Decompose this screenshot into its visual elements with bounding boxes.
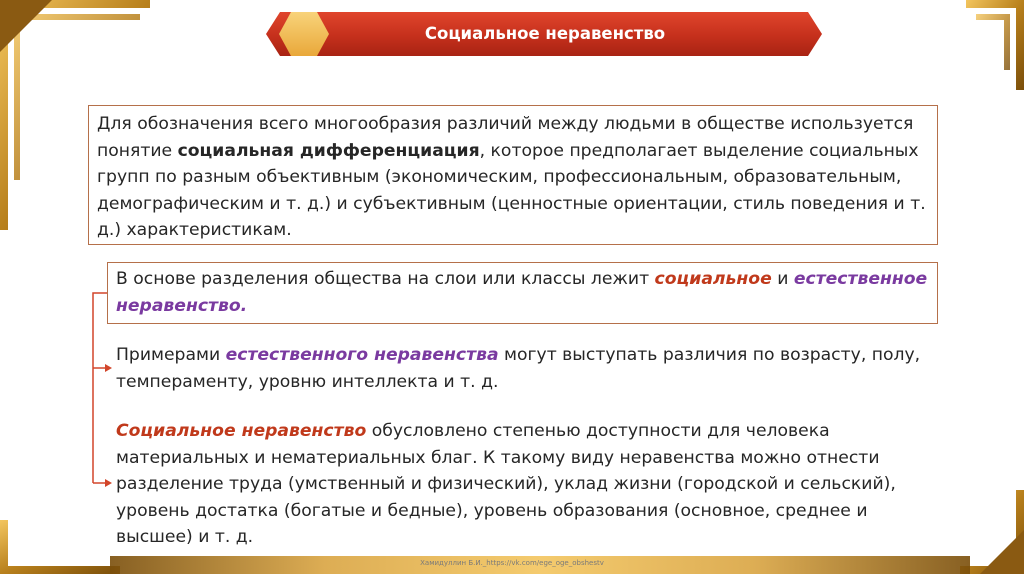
- social-text-part1: обусловлено степенью доступности для человека материальных и нематериальных благ. К такому виду неравенства можно отнести разделение труда (умственный и физический), уклад жизни (городской и сельский), уровень достатка (богатые и бедные), уровень образования (основное, среднее и высшее) и т. д.: [116, 421, 896, 547]
- corner-decoration-top-right: [966, 0, 1024, 90]
- footer-credit: Хамидуллин Б.И._https://vk.com/ege_oge_obshestv: [420, 559, 604, 567]
- natural-text-part2: могут выступать различия по возрасту, полу, темпераменту, уровню интеллекта и т. д.: [116, 345, 921, 392]
- basis-text: [116, 266, 931, 319]
- definition-text-part1: Для обозначения всего многообразия различий между людьми в обществе используется понятие: [97, 114, 914, 161]
- definition-text-part2: , которое предполагает выделение социальных групп по разным объективным (экономическим, профессиональным, образовательным, демографическим и т. д.) и субъективным (ценностные ориентации, стиль поведения и т. д.) характеристикам.: [97, 140, 926, 240]
- term-social: социальное: [654, 269, 772, 289]
- social-inequality-text: [116, 418, 931, 551]
- basis-text-part1: В основе разделения общества на слои или классы лежит: [116, 269, 655, 289]
- connector-arrows: [85, 285, 115, 495]
- term-social-differentiation: социальная дифференциация: [177, 140, 480, 161]
- definition-text: [97, 111, 929, 244]
- term-social-inequality: Социальное неравенство: [116, 421, 367, 441]
- page-title: Социальное неравенство: [424, 24, 666, 43]
- natural-text-part1: Примерами: [116, 345, 226, 365]
- term-natural-inequality: естественное неравенство.: [116, 269, 928, 316]
- basis-text-and: и: [771, 269, 794, 289]
- natural-inequality-text: [116, 342, 931, 395]
- term-natural-inequality-examples: естественного неравенства: [225, 345, 499, 365]
